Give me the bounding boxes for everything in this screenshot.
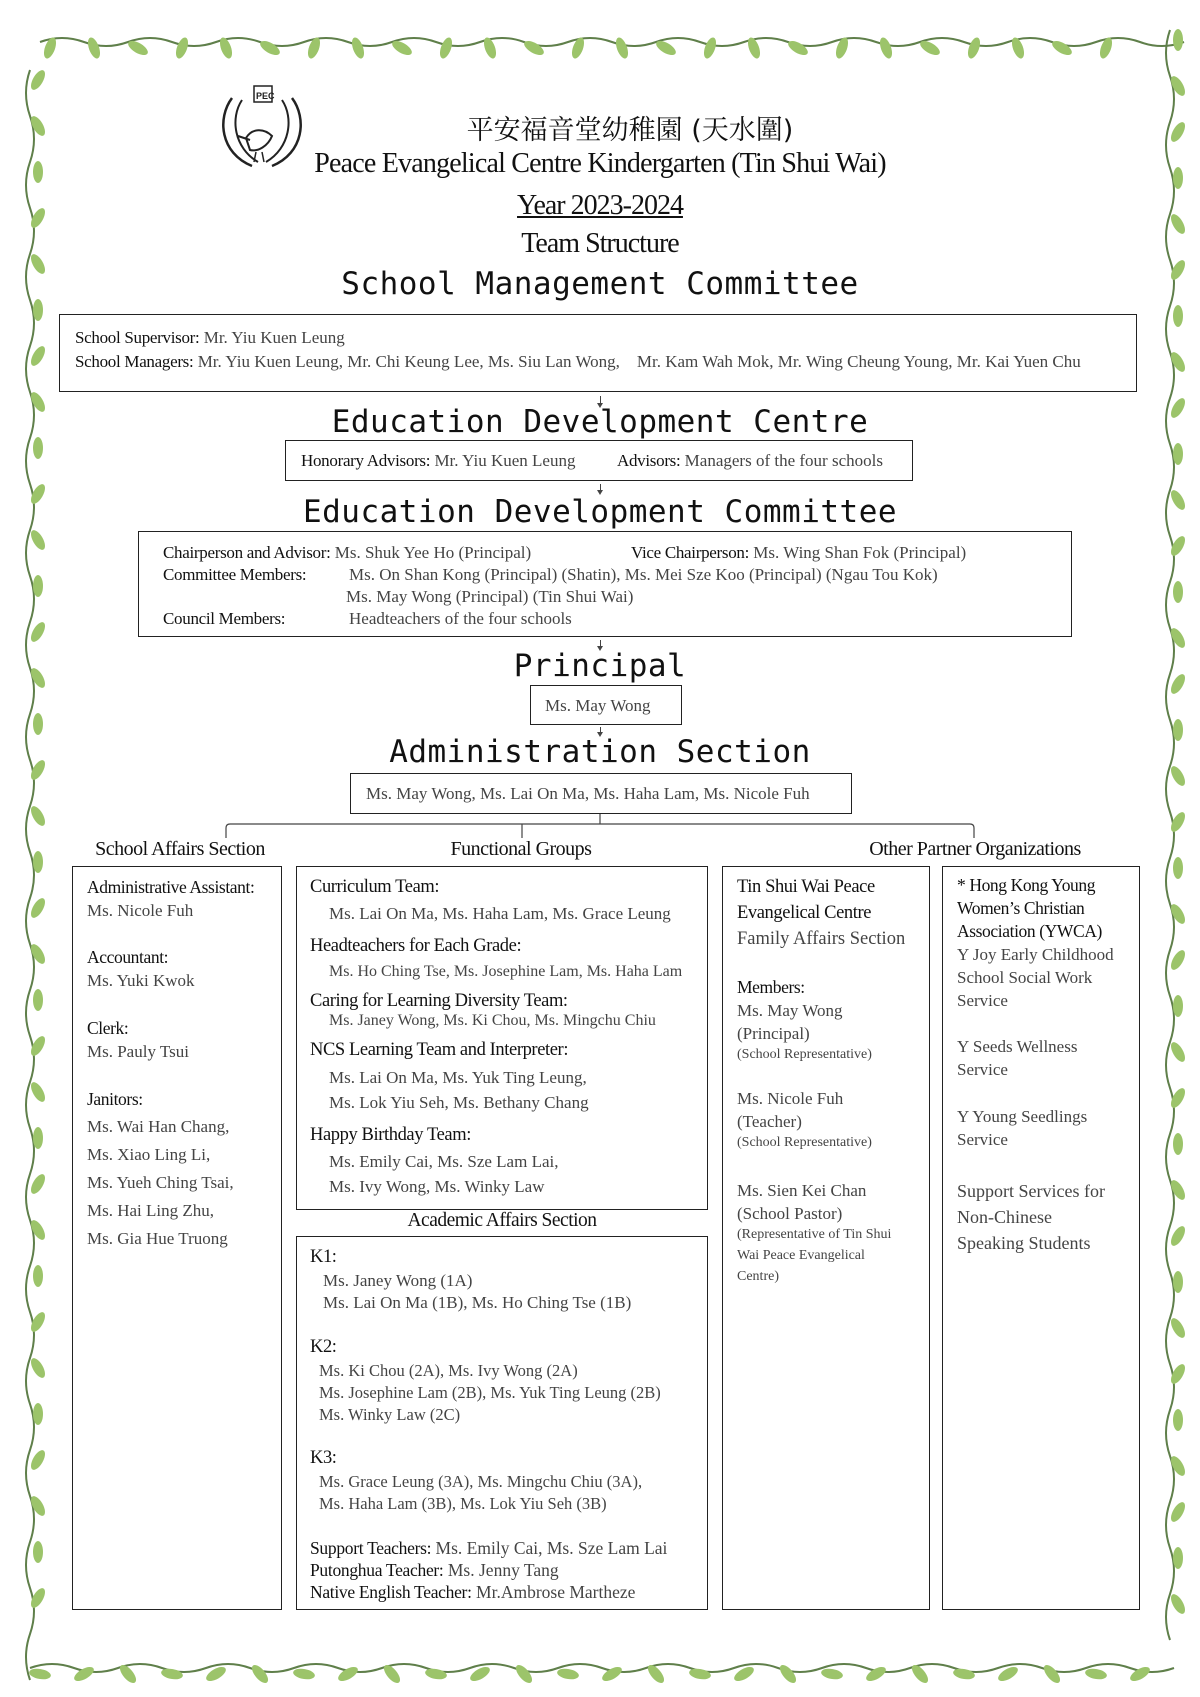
pec-member-name: Ms. Sien Kei Chan (737, 1181, 867, 1200)
k1-line: Ms. Janey Wong (1A) (323, 1271, 473, 1290)
principal-title: Principal (513, 648, 687, 684)
vine-leaf (1168, 1040, 1188, 1064)
pec-org-line: Tin Shui Wai Peace (737, 877, 875, 897)
vine-leaf (1173, 29, 1183, 51)
vine-leaf (600, 1664, 624, 1684)
vine-leaf (28, 1080, 48, 1104)
vine-leaf (1173, 167, 1183, 189)
managers-line (75, 351, 1081, 373)
vine-leaf (33, 851, 43, 873)
pec-member-note: (Representative of Tin Shui (737, 1227, 892, 1242)
vine-leaf (28, 1356, 48, 1380)
functional-groups-box (296, 866, 708, 1210)
vine-leaf (33, 575, 43, 597)
admin-members: Ms. May Wong, Ms. Lai On Ma, Ms. Haha Lam, Ms. Nicole Fuh (366, 784, 810, 803)
janitor-item: Ms. Gia Hue Truong (87, 1229, 228, 1248)
curriculum-value: Ms. Lai On Ma, Ms. Haha Lam, Ms. Grace Leung (329, 904, 671, 923)
vine-leaf (834, 36, 851, 60)
ywca-service-line: Y Young Seedlings (957, 1107, 1088, 1126)
vine-leaf (28, 1172, 48, 1196)
edc-centre-box (285, 440, 913, 481)
janitor-item: Ms. Xiao Ling Li, (87, 1145, 211, 1164)
vine-leaf (28, 528, 48, 552)
vine-leaf (33, 299, 43, 321)
vine-leaf (1010, 36, 1027, 60)
vine-leaf (1168, 1224, 1188, 1248)
vine-leaf (1173, 1547, 1183, 1569)
academic-affairs-heading: Academic Affairs Section (407, 1210, 597, 1231)
supervisor-line (75, 327, 345, 349)
edc-committee-box (138, 531, 1072, 637)
caring-value: Ms. Janey Wong, Ms. Ki Chou, Ms. Mingchu Chiu (329, 1012, 656, 1029)
ywca-service-line: Y Joy Early Childhood (957, 945, 1114, 964)
vine-leaf (1050, 38, 1074, 58)
vine-leaf (1173, 857, 1183, 879)
vine-leaf (1173, 1409, 1183, 1431)
vine-leaf (1098, 36, 1115, 60)
vine-leaf (86, 36, 103, 60)
k1-label: K1: (310, 1247, 337, 1267)
vine-leaf (556, 1667, 579, 1681)
ywca-org-line: Women’s Christian (957, 898, 1085, 918)
k1-line: Ms. Lai On Ma (1B), Ms. Ho Ching Tse (1B) (323, 1293, 632, 1312)
vine-leaf (786, 38, 810, 58)
birthday-value-2: Ms. Ivy Wong, Ms. Winky Law (329, 1177, 545, 1196)
vine-leaf (513, 1662, 535, 1685)
managers-label: School Managers: (75, 352, 194, 371)
ywca-service-line: Service (957, 1130, 1008, 1149)
vine-leaf (482, 36, 499, 60)
ywca-service-line: School Social Work (957, 968, 1093, 987)
birthday-label: Happy Birthday Team: (310, 1125, 471, 1145)
k2-line: Ms. Ki Chou (2A), Ms. Ivy Wong (2A) (319, 1361, 578, 1380)
janitors-label: Janitors: (87, 1089, 143, 1109)
accountant-label: Accountant: (87, 947, 169, 967)
vine-leaf (1041, 1662, 1063, 1685)
academic-affairs-box (296, 1236, 708, 1610)
vine-leaf (570, 36, 587, 60)
k2-line: Ms. Josephine Lam (2B), Ms. Yuk Ting Leung (2B) (319, 1383, 661, 1402)
vine-leaf (33, 1127, 43, 1149)
chair-value: Ms. Shuk Yee Ho (Principal) (330, 543, 532, 562)
honorary-label: Honorary Advisors: (301, 451, 431, 470)
admin-assistant-value: Ms. Nicole Fuh (87, 901, 194, 920)
vine-leaf (1168, 1592, 1188, 1616)
pec-member-name: Ms. Nicole Fuh (737, 1089, 844, 1108)
vine-leaf (33, 989, 43, 1011)
pec-member-note: Wai Peace Evangelical (737, 1248, 865, 1263)
vine-leaf (1128, 1664, 1152, 1684)
vine-leaf (33, 437, 43, 459)
ywca-org-line: * Hong Kong Young (957, 875, 1096, 895)
pec-member-name: Ms. May Wong (737, 1001, 843, 1020)
vine-leaf (702, 36, 719, 60)
vine-leaf (28, 620, 48, 644)
year-title: Year 2023-2024 (517, 190, 683, 221)
k3-line: Ms. Haha Lam (3B), Ms. Lok Yiu Seh (3B) (319, 1494, 607, 1513)
council-label: Council Members: (163, 609, 286, 628)
members-value-2: Ms. May Wong (Principal) (Tin Shui Wai) (346, 587, 634, 606)
birthday-value-1: Ms. Emily Cai, Ms. Sze Lam Lai, (329, 1152, 559, 1171)
vine-leaf (438, 36, 455, 60)
vine-leaf (33, 1403, 43, 1425)
pec-member-role: (School Pastor) (737, 1204, 843, 1223)
vine-leaf (292, 1667, 315, 1681)
managers-value: Mr. Yiu Kuen Leung, Mr. Chi Keung Lee, Ms. Siu Lan Wong, Mr. Kam Wah Mok, Mr. Wing Cheung Young, Mr. Kai Yuen Chu (193, 352, 1081, 371)
ncs-value-2: Ms. Lok Yiu Seh, Ms. Bethany Chang (329, 1093, 589, 1112)
vine-stem (30, 1664, 1174, 1672)
other-partners-heading: Other Partner Organizations (869, 838, 1081, 860)
vine-leaf (820, 1667, 843, 1681)
vine-leaf (864, 1664, 888, 1684)
smc-box (59, 314, 1137, 392)
vine-leaf (1168, 948, 1188, 972)
admin-assistant-label: Administrative Assistant: (87, 877, 255, 897)
vine-leaf (1084, 1667, 1107, 1681)
council-value: Headteachers of the four schools (349, 609, 572, 628)
headteachers-value: Ms. Ho Ching Tse, Ms. Josephine Lam, Ms. Haha Lam (329, 963, 683, 980)
putonghua-label: Putonghua Teacher: (310, 1560, 444, 1580)
vine-leaf (72, 1664, 96, 1684)
support-value: Ms. Emily Cai, Ms. Sze Lam Lai (431, 1538, 668, 1558)
vine-leaf (336, 1664, 360, 1684)
edc-centre-title: Education Development Centre (331, 404, 869, 440)
edc-committee-title: Education Development Committee (302, 494, 898, 530)
vine-leaf (28, 1667, 51, 1681)
vine-leaf (1173, 443, 1183, 465)
vine-leaf (33, 713, 43, 735)
ywca-service-line: Speaking Students (957, 1233, 1091, 1253)
clerk-value: Ms. Pauly Tsui (87, 1042, 189, 1061)
ywca-service-line: Support Services for (957, 1181, 1105, 1201)
vice-value: Ms. Wing Shan Fok (Principal) (749, 543, 967, 562)
vine-leaf (249, 1662, 271, 1685)
vine-leaf (28, 896, 48, 920)
vine-leaf (1173, 1133, 1183, 1155)
janitor-item: Ms. Hai Ling Zhu, (87, 1201, 215, 1220)
vine-leaf (1173, 305, 1183, 327)
curriculum-label: Curriculum Team: (310, 877, 440, 897)
vine-leaf (306, 36, 323, 60)
putonghua-value: Ms. Jenny Tang (443, 1560, 559, 1580)
pec-member-note: Centre) (737, 1269, 779, 1284)
vine-leaf (1168, 120, 1188, 144)
ywca-service-line: Y Seeds Wellness (957, 1037, 1078, 1056)
team-structure-title: Team Structure (521, 228, 679, 259)
k2-label: K2: (310, 1337, 337, 1357)
school-name-chinese: 平安福音堂幼稚園 (天水圍) (466, 115, 794, 146)
functional-groups-heading: Functional Groups (450, 838, 592, 860)
vine-leaf (350, 36, 367, 60)
native-english-teacher-line (310, 1581, 635, 1603)
vine-leaf (966, 36, 983, 60)
pec-family-box (722, 866, 930, 1610)
net-label: Native English Teacher: (310, 1582, 472, 1602)
net-value: Mr.Ambrose Martheze (471, 1582, 636, 1602)
janitor-item: Ms. Wai Han Chang, (87, 1117, 230, 1136)
vine-leaf (522, 38, 546, 58)
members-label: Committee Members: (163, 565, 307, 584)
vine-leaf (33, 161, 43, 183)
ywca-service-line: Service (957, 1060, 1008, 1079)
vine-stem (26, 70, 34, 1680)
vine-leaf (1168, 1316, 1188, 1340)
advisors-line (617, 450, 883, 472)
clerk-label: Clerk: (87, 1018, 129, 1038)
chair-line (163, 542, 531, 564)
pec-org-line: Family Affairs Section (737, 929, 906, 949)
k3-label: K3: (310, 1448, 337, 1468)
vine-leaf (28, 344, 48, 368)
vine-leaf (42, 36, 59, 60)
vine-leaf (614, 36, 631, 60)
advisors-value: Managers of the four schools (680, 451, 883, 470)
janitor-item: Ms. Yueh Ching Tsai, (87, 1173, 234, 1192)
school-affairs-heading: School Affairs Section (95, 838, 265, 860)
pec-member-role: (Principal) (737, 1024, 810, 1043)
vine-leaf (174, 36, 191, 60)
school-name-english: Peace Evangelical Centre Kindergarten (Tin Shui Wai) (314, 148, 886, 179)
vine-leaf (777, 1662, 799, 1685)
vice-chair-line (631, 542, 966, 564)
caring-label: Caring for Learning Diversity Team: (310, 991, 568, 1011)
admin-title: Administration Section (389, 734, 811, 770)
pec-member-note: (School Representative) (737, 1135, 872, 1150)
vine-leaf (258, 38, 282, 58)
k2-line: Ms. Winky Law (2C) (319, 1405, 461, 1424)
school-affairs-box (72, 866, 282, 1610)
vine-leaf (1173, 581, 1183, 603)
pec-member-role: (Teacher) (737, 1112, 802, 1131)
support-teachers-line (310, 1537, 667, 1559)
vine-leaf (1168, 212, 1188, 236)
k3-line: Ms. Grace Leung (3A), Ms. Mingchu Chiu (3A), (319, 1472, 643, 1491)
supervisor-value: Mr. Yiu Kuen Leung (199, 328, 345, 347)
ncs-label: NCS Learning Team and Interpreter: (310, 1040, 569, 1060)
advisors-label: Advisors: (617, 451, 681, 470)
vine-leaf (1173, 1271, 1183, 1293)
support-label: Support Teachers: (310, 1538, 432, 1558)
chair-label: Chairperson and Advisor: (163, 543, 331, 562)
principal-box (530, 685, 682, 725)
supervisor-label: School Supervisor: (75, 328, 200, 347)
vine-leaf (33, 1541, 43, 1563)
honorary-advisors-line (301, 450, 575, 472)
pec-members-label: Members: (737, 977, 805, 997)
principal-name: Ms. May Wong (545, 696, 651, 715)
pec-org-line: Evangelical Centre (737, 903, 872, 923)
accountant-value: Ms. Yuki Kwok (87, 971, 195, 990)
logo-text: PEC (256, 91, 275, 101)
pec-member-note: (School Representative) (737, 1047, 872, 1062)
honorary-value: Mr. Yiu Kuen Leung (430, 451, 576, 470)
putonghua-teacher-line (310, 1559, 559, 1581)
vice-label: Vice Chairperson: (631, 543, 750, 562)
smc-title: School Management Committee (341, 266, 859, 302)
headteachers-label: Headteachers for Each Grade: (310, 936, 522, 956)
vine-leaf (1168, 1500, 1188, 1524)
vine-leaf (218, 36, 235, 60)
vine-leaf (33, 1265, 43, 1287)
members-value-1: Ms. On Shan Kong (Principal) (Shatin), Ms. Mei Sze Koo (Principal) (Ngau Tou Kok) (349, 565, 938, 584)
vine-leaf (878, 36, 895, 60)
ywca-box (942, 866, 1140, 1610)
ywca-service-line: Service (957, 991, 1008, 1010)
vine-leaf (746, 36, 763, 60)
ncs-value-1: Ms. Lai On Ma, Ms. Yuk Ting Leung, (329, 1068, 587, 1087)
admin-box (350, 773, 852, 814)
vine-leaf (28, 68, 48, 92)
ywca-org-line: Association (YWCA) (957, 921, 1102, 941)
vine-leaf (1173, 995, 1183, 1017)
vine-leaf (28, 1448, 48, 1472)
ywca-service-line: Non-Chinese (957, 1207, 1052, 1227)
